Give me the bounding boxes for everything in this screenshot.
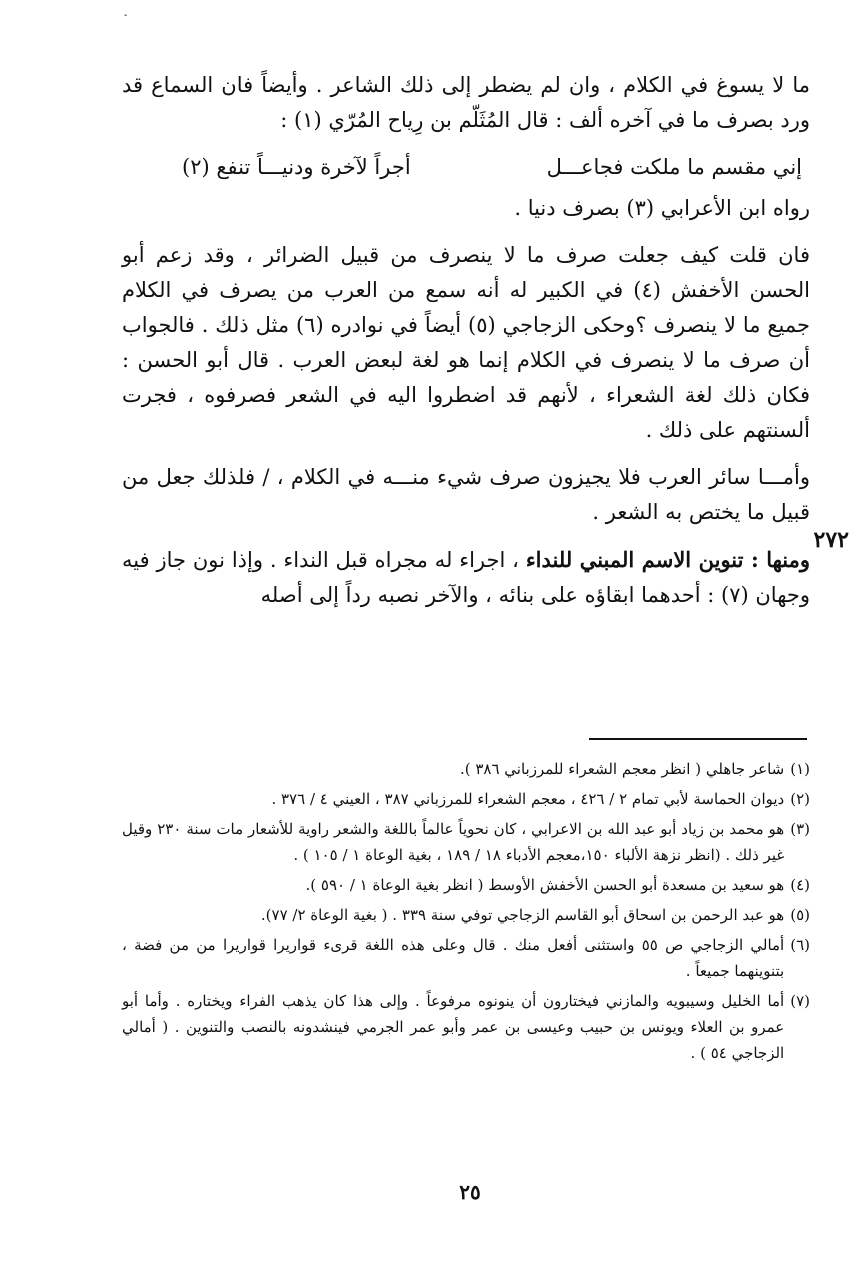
paragraph-2: رواه ابن الأعرابي (٣) بصرف دنيا . <box>514 196 810 220</box>
footnote-text: أمالي الزجاجي ص ٥٥ واستثنى أفعل منك . قال وعلى هذه اللغة قرىء قواريرا قواريرا من من فضة ، بتنوينهما جميعاً . <box>122 936 785 980</box>
footnote-1 <box>122 756 810 782</box>
paragraph-3: فان قلت كيف جعلت صرف ما لا ينصرف من قبيل الضرائر ، وقد زعم أبو الحسن الأخفش (٤) في الكبير له أنه سمع من العرب من يصرف في الكلام جميع ما لا ينصرف ؟وحكى الزجاجي (٥) أيضاً في نوادره (٦) مثل ذلك . فالجواب أن صرف ما لا ينصرف في الكلام إنما هو لغة لبعض العرب . قال أبو الحسن : فكان ذلك لغة الشعراء ، لأنهم قد اضطروا اليه في الشعر فصرفوه ، فجرت ألسنتهم على ذلك . <box>122 243 810 442</box>
margin-page-number: ٢٧٢ <box>813 527 849 553</box>
footnote-4 <box>122 872 810 898</box>
footnote-number: (٣) <box>790 820 810 838</box>
footnote-3 <box>122 816 810 868</box>
footnote-number: (٦) <box>790 936 810 954</box>
footnote-number: (٥) <box>790 906 810 924</box>
footnote-text: شاعر جاهلي ( انظر معجم الشعراء للمرزباني ٣٨٦ ). <box>459 760 785 778</box>
footnotes <box>122 756 810 1070</box>
paragraph-5-rest: ، اجراء له مجراه قبل النداء . وإذا نون جاز فيه وجهان (٧) : أحدهما ابقاؤه على بنائه ، والآخر نصبه رداً إلى أصله <box>122 548 810 607</box>
footnote-number: (٤) <box>790 876 810 894</box>
main-text <box>122 68 810 625</box>
footnote-text: ديوان الحماسة لأبي تمام ٢ / ٤٢٦ ، معجم الشعراء للمرزباني ٣٨٧ ، العيني ٤ / ٣٧٦ . <box>271 790 785 808</box>
verse-first-hemistich: إني مقسم ما ملكت فجاعـــل <box>546 155 802 179</box>
footnote-7 <box>122 988 810 1066</box>
paragraph-1: ما لا يسوغ في الكلام ، وان لم يضطر إلى ذلك الشاعر . وأيضاً فان السماع قد ورد بصرف ما في آخره ألف : قال المُثَلّم بن رِياح المُرّي (١) : <box>122 73 810 132</box>
footnote-5 <box>122 902 810 928</box>
footnote-number: (٧) <box>790 992 810 1010</box>
verse-second-hemistich: أجراً لآخرة ودنيـــاً تنفع (٢) <box>182 155 411 179</box>
footnote-divider <box>589 738 807 740</box>
paragraph-5 <box>122 542 810 613</box>
bold-heading: ومنها : تنوين الاسم المبني للنداء <box>525 547 811 572</box>
paragraph-4: وأمـــا سائر العرب فلا يجيزون صرف شيء منـــه في الكلام ، / فلذلك جعل من قبيل ما يختص به الشعر . <box>122 465 810 524</box>
footnote-number: (٢) <box>790 790 810 808</box>
page-number: ٢٥ <box>459 1180 481 1204</box>
footnote-text: هو عبد الرحمن بن اسحاق أبو القاسم الزجاجي توفي سنة ٣٣٩ . ( بغية الوعاة ٢/ ٧٧). <box>260 906 785 924</box>
footnote-text: هو سعيد بن مسعدة أبو الحسن الأخفش الأوسط ( انظر بغية الوعاة ١ / ٥٩٠ ). <box>305 876 785 894</box>
footnote-6 <box>122 932 810 984</box>
footnote-number: (١) <box>790 760 810 778</box>
footnote-text: أما الخليل وسيبويه والمازني فيختارون أن ينونوه مرفوعاً . وإلى هذا كان يذهب الفراء ويختاره . وأما أبو عمرو بن العلاء ويونس بن حبيب وعيسى بن عمر وأبو عمر الجرمي فينشدونه بالنصب والتنوين . ( أمالي الزجاجي ٥٤ ) . <box>122 992 785 1062</box>
top-mark: - <box>124 10 128 21</box>
footnote-2 <box>122 786 810 812</box>
footnote-text: هو محمد بن زياد أبو عبد الله بن الاعرابي ، كان نحوياً عالماً باللغة والشعر راوية للأشعار مات سنة ٢٣٠ وقيل غير ذلك . (انظر نزهة الألباء ١٥٠،معجم الأدباء ١٨ / ١٨٩ ، بغية الوعاة ١ / ١٠٥ ) . <box>122 820 785 864</box>
verse-line <box>122 150 810 185</box>
